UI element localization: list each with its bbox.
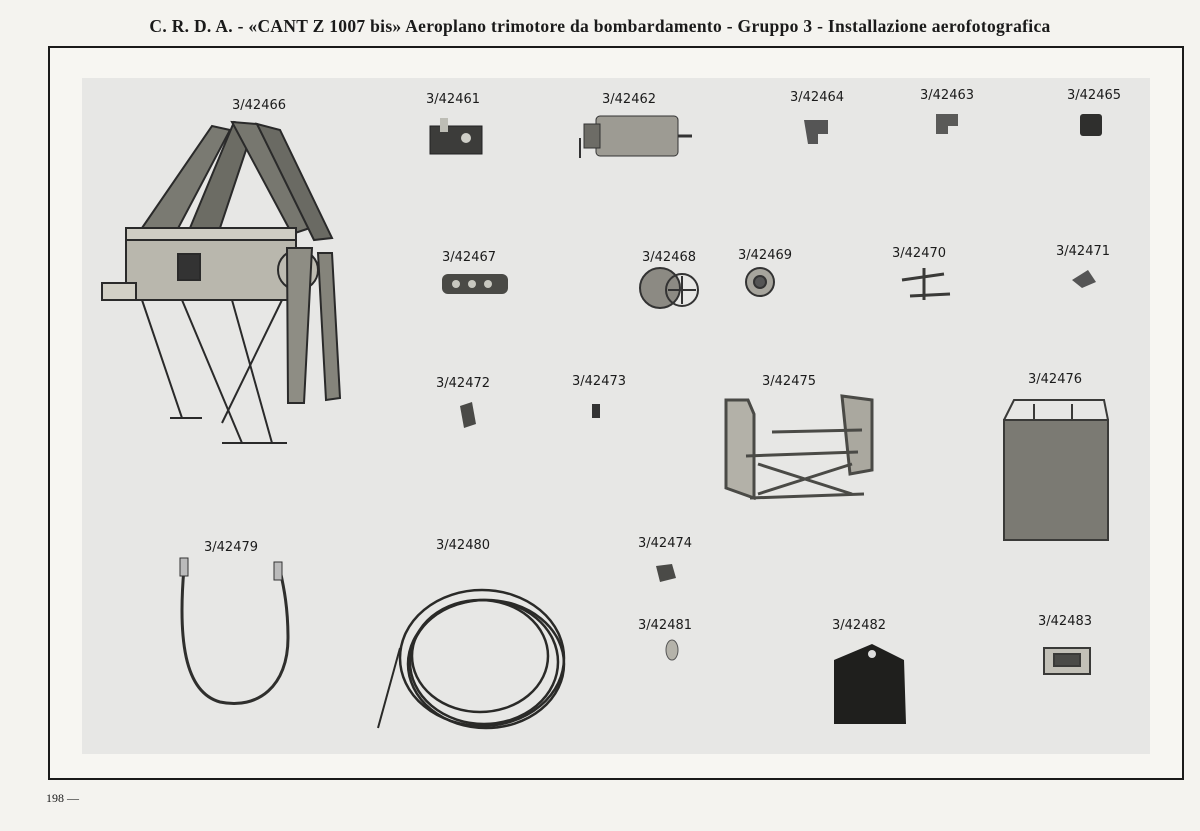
page-number: 198 — <box>46 791 79 805</box>
part-label-42474: 3/42474 <box>638 536 693 551</box>
part-label-42463: 3/42463 <box>920 88 975 103</box>
handwheel-42469 <box>746 268 774 296</box>
part-label-42480: 3/42480 <box>436 538 491 553</box>
cap-42465 <box>1080 114 1102 136</box>
part-label-42464: 3/42464 <box>790 90 845 105</box>
fitting-42463 <box>936 114 958 134</box>
frame-stand-42475 <box>726 396 872 498</box>
terminal-strip-42467 <box>442 274 508 294</box>
part-42472 <box>460 402 476 428</box>
plate-42482 <box>834 644 906 724</box>
cable-42479 <box>180 558 288 704</box>
valve-42470 <box>902 268 950 300</box>
photo-plate <box>82 78 1150 754</box>
page-title: C. R. D. A. - «CANT Z 1007 bis» Aeroplano trimotore da bombardamento - Gruppo 3 - Installazione aerofotografica <box>149 16 1051 36</box>
part-42473 <box>592 404 600 418</box>
motor-42462 <box>580 116 692 158</box>
camera-mount-42466 <box>102 122 340 443</box>
part-label-42476: 3/42476 <box>1028 372 1083 387</box>
figure-frame <box>48 46 1184 780</box>
part-label-42475: 3/42475 <box>762 374 817 389</box>
part-label-42469: 3/42469 <box>738 248 793 263</box>
coiled-cable-42480 <box>378 590 564 728</box>
part-label-42472: 3/42472 <box>436 376 491 391</box>
part-label-42468: 3/42468 <box>642 250 697 265</box>
part-label-42482: 3/42482 <box>832 618 887 633</box>
parts-illustration <box>82 78 1150 754</box>
part-label-42479: 3/42479 <box>204 540 259 555</box>
part-label-42467: 3/42467 <box>442 250 497 265</box>
handwheel-42468 <box>640 268 698 308</box>
part-42474 <box>656 564 676 582</box>
switch-box-42461 <box>430 118 482 154</box>
box-42476 <box>1004 400 1108 540</box>
part-label-42470: 3/42470 <box>892 246 947 261</box>
connector-block-42483 <box>1044 648 1090 674</box>
part-label-42465: 3/42465 <box>1067 88 1122 103</box>
part-label-42473: 3/42473 <box>572 374 627 389</box>
part-label-42461: 3/42461 <box>426 92 481 107</box>
part-label-42462: 3/42462 <box>602 92 657 107</box>
valve-42471 <box>1072 270 1096 288</box>
fitting-42464 <box>804 120 828 144</box>
part-label-42483: 3/42483 <box>1038 614 1093 629</box>
part-label-42466: 3/42466 <box>232 98 287 113</box>
part-label-42481: 3/42481 <box>638 618 693 633</box>
part-42481 <box>666 640 678 660</box>
part-label-42471: 3/42471 <box>1056 244 1111 259</box>
